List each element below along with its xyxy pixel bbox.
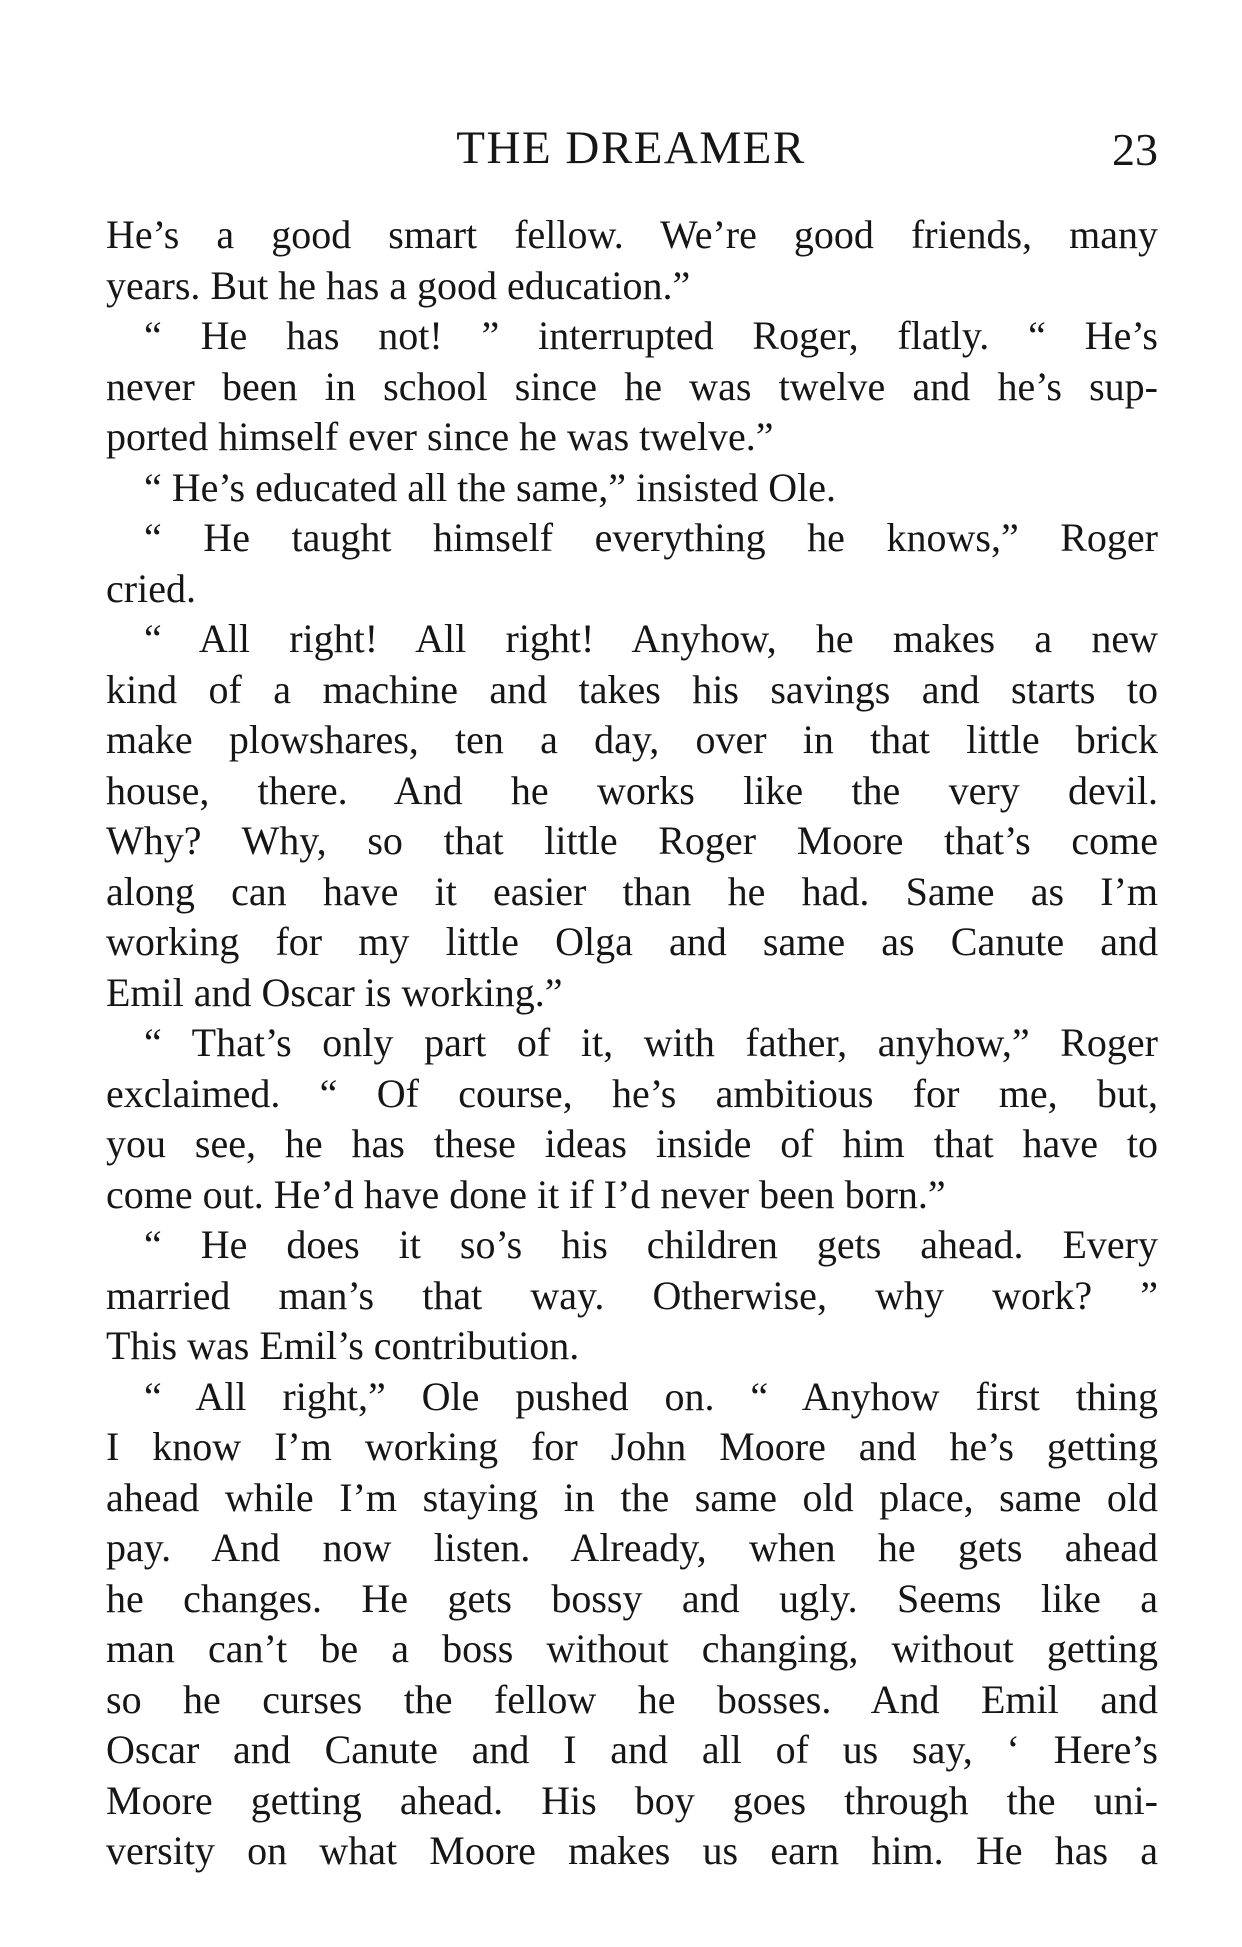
text-line: This was Emil’s contribution. (106, 1323, 580, 1368)
text-line: Emil and Oscar is working.” (106, 969, 563, 1015)
text-line: working for my little Olga and same as Canute and (106, 919, 1158, 964)
text-line: “ He taught himself everything he knows,” Roger (144, 515, 1158, 560)
text-line: Moore getting ahead. His boy goes through the uni- (106, 1777, 1158, 1823)
text-line: “ He does it so’s his children gets ahead. Every (144, 1222, 1158, 1267)
text-line: ported himself ever since he was twelve.” (106, 414, 774, 459)
text-line: exclaimed. “ Of course, he’s ambitious for me, but, (106, 1070, 1158, 1116)
text-line: along can have it easier than he had. Same as I’m (106, 868, 1158, 914)
text-line: “ He’s educated all the same,” insisted Ole. (144, 464, 836, 510)
text-line: never been in school since he was twelve and he’s sup- (106, 363, 1158, 409)
text-line: cried. (106, 565, 196, 611)
page-number: 23 (1112, 124, 1158, 175)
text-line: he changes. He gets bossy and ugly. Seems like a (106, 1575, 1158, 1621)
text-line: man can’t be a boss without changing, without getting (106, 1626, 1158, 1671)
text-line: make plowshares, ten a day, over in that little brick (106, 717, 1158, 762)
text-line: kind of a machine and takes his savings and starts to (106, 666, 1158, 712)
text-line: “ All right! All right! Anyhow, he makes a new (144, 616, 1158, 661)
text-line: He’s a good smart fellow. We’re good friends, many (106, 212, 1158, 257)
text-line: house, there. And he works like the very devil. (106, 767, 1158, 813)
text-line: Why? Why, so that little Roger Moore that’s come (106, 818, 1158, 863)
text-line: “ He has not! ” interrupted Roger, flatly. “ He’s (144, 313, 1158, 358)
text-line: you see, he has these ideas inside of him that have to (106, 1121, 1158, 1166)
text-line: so he curses the fellow he bosses. And Emil and (106, 1676, 1158, 1722)
text-line: years. But he has a good education.” (106, 262, 691, 308)
running-title: THE DREAMER (456, 122, 806, 174)
text-line: ahead while I’m staying in the same old place, same old (106, 1474, 1158, 1520)
text-line: come out. He’d have done it if I’d never been born.” (106, 1171, 946, 1217)
text-line: “ All right,” Ole pushed on. “ Anyhow first thing (144, 1373, 1158, 1419)
text-line: married man’s that way. Otherwise, why work? ” (106, 1272, 1158, 1318)
text-line: pay. And now listen. Already, when he gets ahead (106, 1525, 1158, 1570)
text-line: Oscar and Canute and I and all of us say, ‘ Here’s (106, 1727, 1158, 1772)
text-line: “ That’s only part of it, with father, anyhow,” Roger (144, 1020, 1158, 1065)
text-line: I know I’m working for John Moore and he’s getting (106, 1424, 1158, 1469)
running-head (100, 118, 1162, 178)
text-line: versity on what Moore makes us earn him. He has a (106, 1828, 1158, 1873)
body-text (106, 210, 1158, 1877)
